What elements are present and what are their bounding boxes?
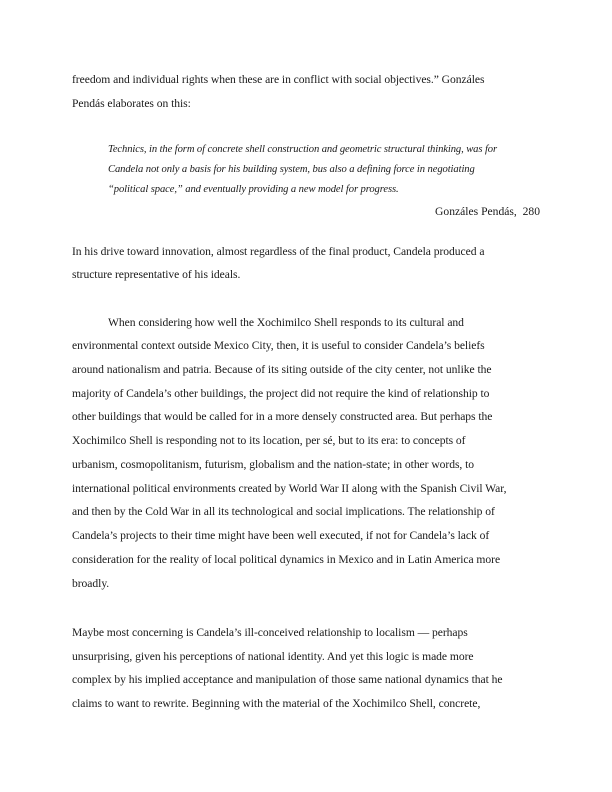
paragraph-2-line: structure representative of his ideals. (72, 268, 241, 281)
paragraph-4-line: complex by his implied acceptance and manipulation of those same national dynamics that he (72, 673, 503, 686)
paragraph-3-line: Xochimilco Shell is responding not to its location, per sé, but to its era: to concepts of (72, 434, 466, 447)
paragraph-3-line: Candela’s projects to their time might have been well executed, if not for Candela’s lack of (72, 529, 490, 542)
paragraph-3-line: and then by the Cold War in all its technological and social implications. The relationship of (72, 505, 495, 518)
block-quote-citation: Gonzáles Pendás, 280 (435, 205, 540, 218)
paragraph-1-line: freedom and individual rights when these are in conflict with social objectives.” Gonzáles (72, 73, 485, 86)
paragraph-4-line: claims to want to rewrite. Beginning with the material of the Xochimilco Shell, concrete, (72, 697, 481, 710)
paragraph-3-line: international political environments created by World War II along with the Spanish Civil War, (72, 482, 507, 495)
paragraph-3-line: around nationalism and patria. Because of its siting outside of the city center, not unlike the (72, 363, 492, 376)
paragraph-3-line: majority of Candela’s other buildings, the project did not require the kind of relationship to (72, 387, 490, 400)
paragraph-3-line: urbanism, cosmopolitanism, futurism, globalism and the nation-state; in other words, to (72, 458, 475, 471)
paragraph-4-line: Maybe most concerning is Candela’s ill-conceived relationship to localism — perhaps (72, 626, 468, 639)
paragraph-2-line: In his drive toward innovation, almost regardless of the final product, Candela produced a (72, 245, 485, 258)
paragraph-4-line: unsurprising, given his perceptions of national identity. And yet this logic is made more (72, 650, 474, 663)
paragraph-3-line: broadly. (72, 577, 110, 590)
paragraph-3-line: consideration for the reality of local political dynamics in Mexico and in Latin America more (72, 553, 501, 566)
paragraph-3-line: other buildings that would be called for in a more densely constructed area. But perhaps the (72, 410, 493, 423)
block-quote-line: Technics, in the form of concrete shell construction and geometric structural thinking, was for (108, 144, 498, 155)
block-quote-line: “political space,” and eventually providing a new model for progress. (108, 184, 399, 195)
paragraph-1-line: Pendás elaborates on this: (72, 97, 191, 110)
paragraph-3-line: When considering how well the Xochimilco Shell responds to its cultural and (108, 316, 464, 329)
paragraph-3-line: environmental context outside Mexico City, then, it is useful to consider Candela’s beliefs (72, 339, 485, 352)
block-quote-line: Candela not only a basis for his building system, bus also a defining force in negotiating (108, 164, 475, 175)
